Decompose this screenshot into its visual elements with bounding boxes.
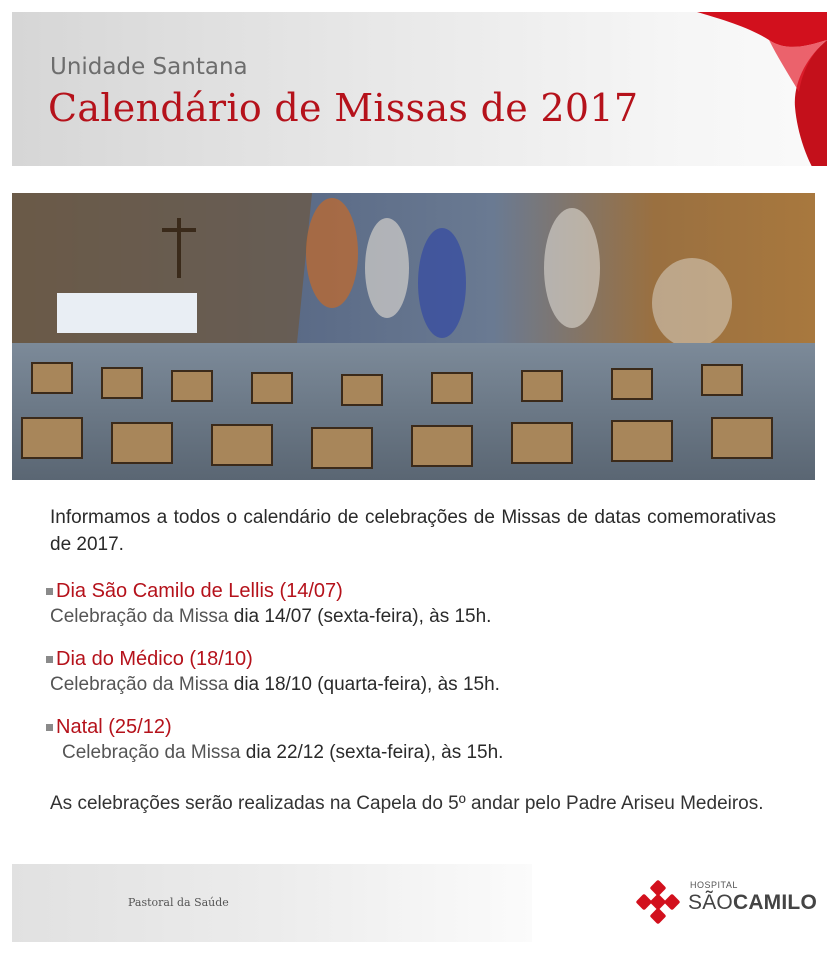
logo-wordmark-part1: SÃO (688, 891, 733, 914)
event-title: Dia São Camilo de Lellis (14/07) (56, 580, 343, 602)
event-item (50, 714, 776, 766)
intro-text: Informamos a todos o calendário de celebrações de Missas de datas comemorativas de 2017. (50, 507, 776, 555)
event-details (50, 740, 776, 766)
corner-ribbon-decoration (657, 12, 827, 166)
closing-text: As celebrações serão realizadas na Capela do 5º andar pelo Padre Ariseu Medeiros. (50, 793, 764, 814)
event-title: Natal (25/12) (56, 716, 172, 738)
logo-hospital-label: HOSPITAL (690, 880, 738, 890)
event-prefix: Celebração da Missa (50, 674, 229, 695)
event-date: dia 22/12 (sexta-feira), às 15h. (245, 742, 504, 763)
sao-camilo-cross-icon (636, 880, 680, 924)
event-date: dia 14/07 (sexta-feira), às 15h. (233, 606, 492, 627)
square-bullet-icon (46, 724, 53, 731)
hospital-logo (636, 876, 817, 928)
event-item (50, 646, 776, 698)
event-details (50, 604, 776, 630)
square-bullet-icon (46, 656, 53, 663)
footer-band (12, 864, 532, 942)
logo-wordmark-part2: CAMILO (732, 891, 817, 914)
event-date: dia 18/10 (quarta-feira), às 15h. (233, 674, 500, 695)
event-prefix: Celebração da Missa (62, 742, 241, 763)
header-banner (12, 12, 827, 166)
event-title: Dia do Médico (18/10) (56, 648, 253, 670)
page-title: Calendário de Missas de 2017 (48, 86, 639, 130)
logo-wordmark (688, 891, 817, 915)
event-details (50, 672, 776, 698)
main-content (50, 504, 776, 817)
department-name: Pastoral da Saúde (128, 896, 229, 909)
event-prefix: Celebração da Missa (50, 606, 229, 627)
chapel-photo (12, 193, 815, 480)
square-bullet-icon (46, 588, 53, 595)
event-item (50, 578, 776, 630)
unit-name: Unidade Santana (50, 54, 248, 80)
